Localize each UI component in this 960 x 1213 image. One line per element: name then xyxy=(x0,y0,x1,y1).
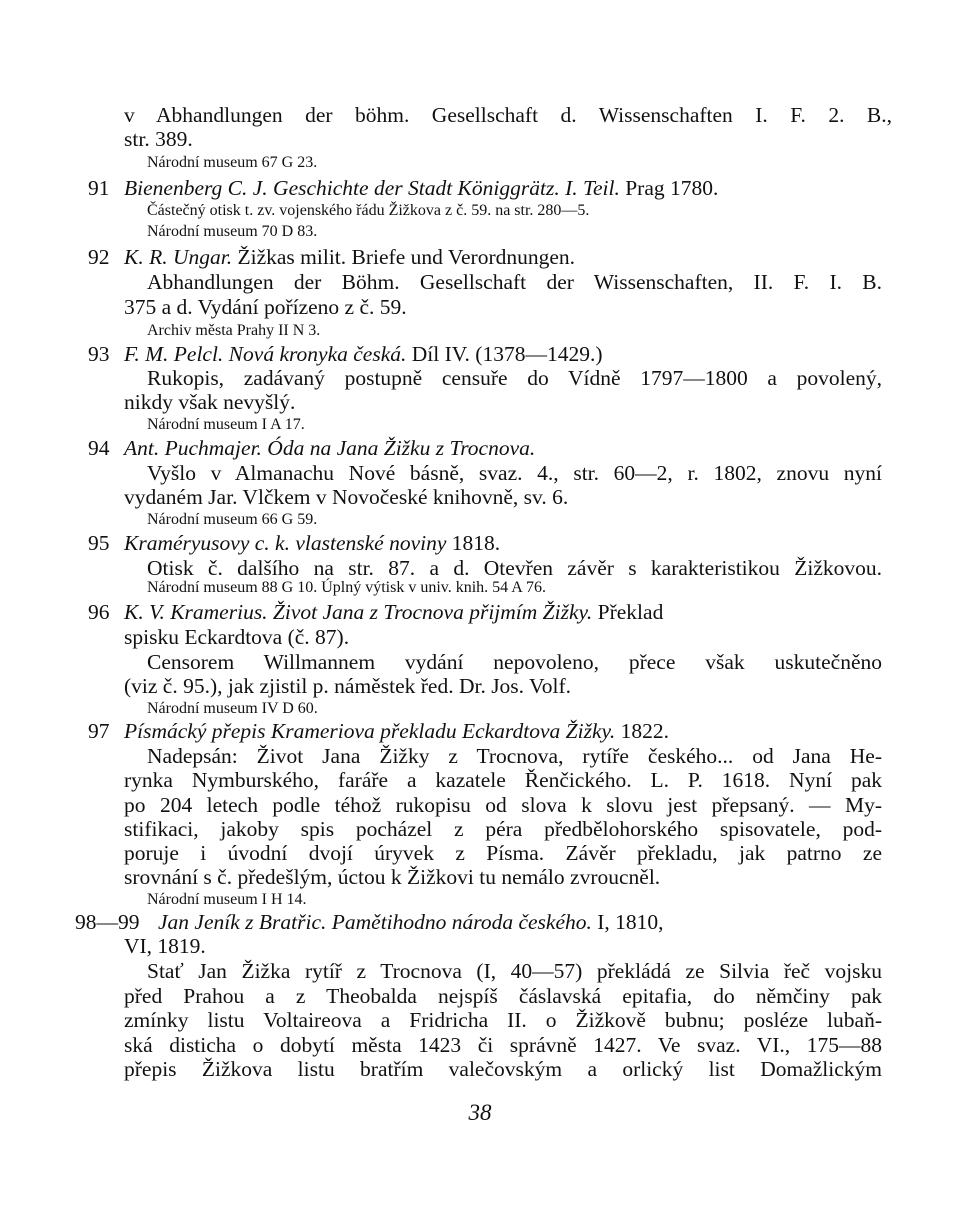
text-line: (viz č. 95.), jak zjistil p. náměstek řed. Dr. Jos. Volf. xyxy=(124,674,572,698)
text-line: rynka Nymburského, faráře a kazatele Řenčického. L. P. 1618. Nyní pak xyxy=(124,768,882,792)
entry-number: 91 xyxy=(88,176,110,200)
entry-heading-rest: Prag 1780. xyxy=(619,176,719,200)
entry-title: K. R. Ungar. xyxy=(124,245,233,269)
entry-heading xyxy=(124,176,718,200)
text-line: VI, 1819. xyxy=(124,934,206,958)
entry-heading xyxy=(124,531,500,555)
entry-title: Jan Jeník z Bratřic. Pamětihodno národa českého. xyxy=(158,910,592,934)
entry-number: 96 xyxy=(88,600,110,624)
location-line: Národní museum 88 G 10. Úplný výtisk v univ. knih. 54 A 76. xyxy=(147,579,546,596)
entry-heading-rest: Žižkas milit. Briefe und Verordnungen. xyxy=(232,245,576,269)
entry-number: 98—99 xyxy=(75,910,140,934)
page-number: 38 xyxy=(468,1100,492,1125)
entry-number: 94 xyxy=(88,436,110,460)
location-line: Archiv města Prahy II N 3. xyxy=(147,322,321,339)
location-line: Národní museum I A 17. xyxy=(147,416,305,433)
location-line: Národní museum I H 14. xyxy=(147,891,307,908)
text-line: str. 389. xyxy=(124,127,193,151)
entry-heading-rest: Díl IV. (1378—1429.) xyxy=(406,342,603,366)
text-line: Vyšlo v Almanachu Nové básně, svaz. 4., str. 60—2, r. 1802, znovu nyní xyxy=(147,461,882,485)
text-line: poruje i úvodní dvojí úryvek z Písma. Závěr překladu, jak patrno ze xyxy=(124,841,882,865)
entry-number: 95 xyxy=(88,531,110,555)
entry-title: K. V. Kramerius. Život Jana z Trocnova přijmím Žižky. xyxy=(124,600,593,624)
text-line: vydaném Jar. Vlčkem v Novočeské knihovně, sv. 6. xyxy=(124,485,569,509)
text-line: před Prahou a z Theobalda nejspíš čáslavská epitafia, do němčiny pak xyxy=(124,984,882,1008)
text-line: Stať Jan Žižka rytíř z Trocnova (I, 40—57) překládá ze Silvia řeč vojsku xyxy=(147,959,882,983)
entry-title: Ant. Puchmajer. Óda na Jana Žižku z Trocnova. xyxy=(124,436,536,460)
text-line: Rukopis, zadávaný postupně censuře do Vídně 1797—1800 a povolený, xyxy=(147,366,882,390)
entry-number: 92 xyxy=(88,245,110,269)
entry-heading xyxy=(124,342,602,366)
text-line: v Abhandlungen der böhm. Gesellschaft d. Wissenschaften I. F. 2. B., xyxy=(124,103,892,127)
text-line: Nadepsán: Život Jana Žižky z Trocnova, rytíře českého... od Jana He- xyxy=(147,744,882,768)
entry-heading xyxy=(124,600,663,624)
entry-title: F. M. Pelcl. Nová kronyka česká. xyxy=(124,342,407,366)
text-line: Částečný otisk t. zv. vojenského řádu Žižkova z č. 59. na str. 280—5. xyxy=(147,202,590,219)
entry-heading-rest: 1818. xyxy=(446,531,501,555)
location-line: Národní museum 67 G 23. xyxy=(147,154,318,171)
text-line: zmínky listu Voltaireova a Fridricha II. o Žižkově bubnu; posléze lubaň- xyxy=(124,1008,882,1032)
entry-heading-rest: 1822. xyxy=(615,719,669,743)
text-line: nikdy však nevyšlý. xyxy=(124,390,296,414)
text-line: přepis Žižkova listu bratřím valečovským a orlický list Domažlickým xyxy=(124,1057,882,1081)
text-line: 375 a d. Vydání pořízeno z č. 59. xyxy=(124,295,407,319)
text-line: spisku Eckardtova (č. 87). xyxy=(124,625,350,649)
entry-heading xyxy=(124,719,669,743)
entry-title: Písmácký přepis Krameriova překladu Eckardtova Žižky. xyxy=(124,719,616,743)
text-line: stifikaci, jakoby spis pocházel z péra předbělohorského spisovatele, pod- xyxy=(124,817,882,841)
entry-heading-rest: Překlad xyxy=(592,600,664,624)
entry-number: 97 xyxy=(88,719,110,743)
location-line: Národní museum 66 G 59. xyxy=(147,511,318,528)
text-line: ská disticha o dobytí města 1423 či správně 1427. Ve svaz. VI., 175—88 xyxy=(124,1033,882,1057)
entry-title: Bienenberg C. J. Geschichte der Stadt Königgrätz. I. Teil. xyxy=(124,176,620,200)
text-line: Abhandlungen der Böhm. Gesellschaft der Wissenschaften, II. F. I. B. xyxy=(147,270,882,294)
entry-heading xyxy=(124,245,575,269)
location-line: Národní museum 70 D 83. xyxy=(147,223,318,240)
entry-number: 93 xyxy=(88,342,110,366)
location-line: Národní museum IV D 60. xyxy=(147,700,318,717)
text-line: Otisk č. dalšího na str. 87. a d. Otevřen závěr s karakteristikou Žižkovou. xyxy=(147,556,882,580)
entry-heading xyxy=(158,910,664,934)
text-line: Censorem Willmannem vydání nepovoleno, přece však uskutečněno xyxy=(147,650,882,674)
entry-title: Kraméryusovy c. k. vlastenské noviny xyxy=(124,531,447,555)
text-line: srovnání s č. předešlým, úctou k Žižkovi tu nemálo zvroucněl. xyxy=(124,865,661,889)
entry-heading-rest: I, 1810, xyxy=(591,910,664,934)
text-line: po 204 letech podle téhož rukopisu od slova k slovu jest přepsaný. — My- xyxy=(124,793,882,817)
